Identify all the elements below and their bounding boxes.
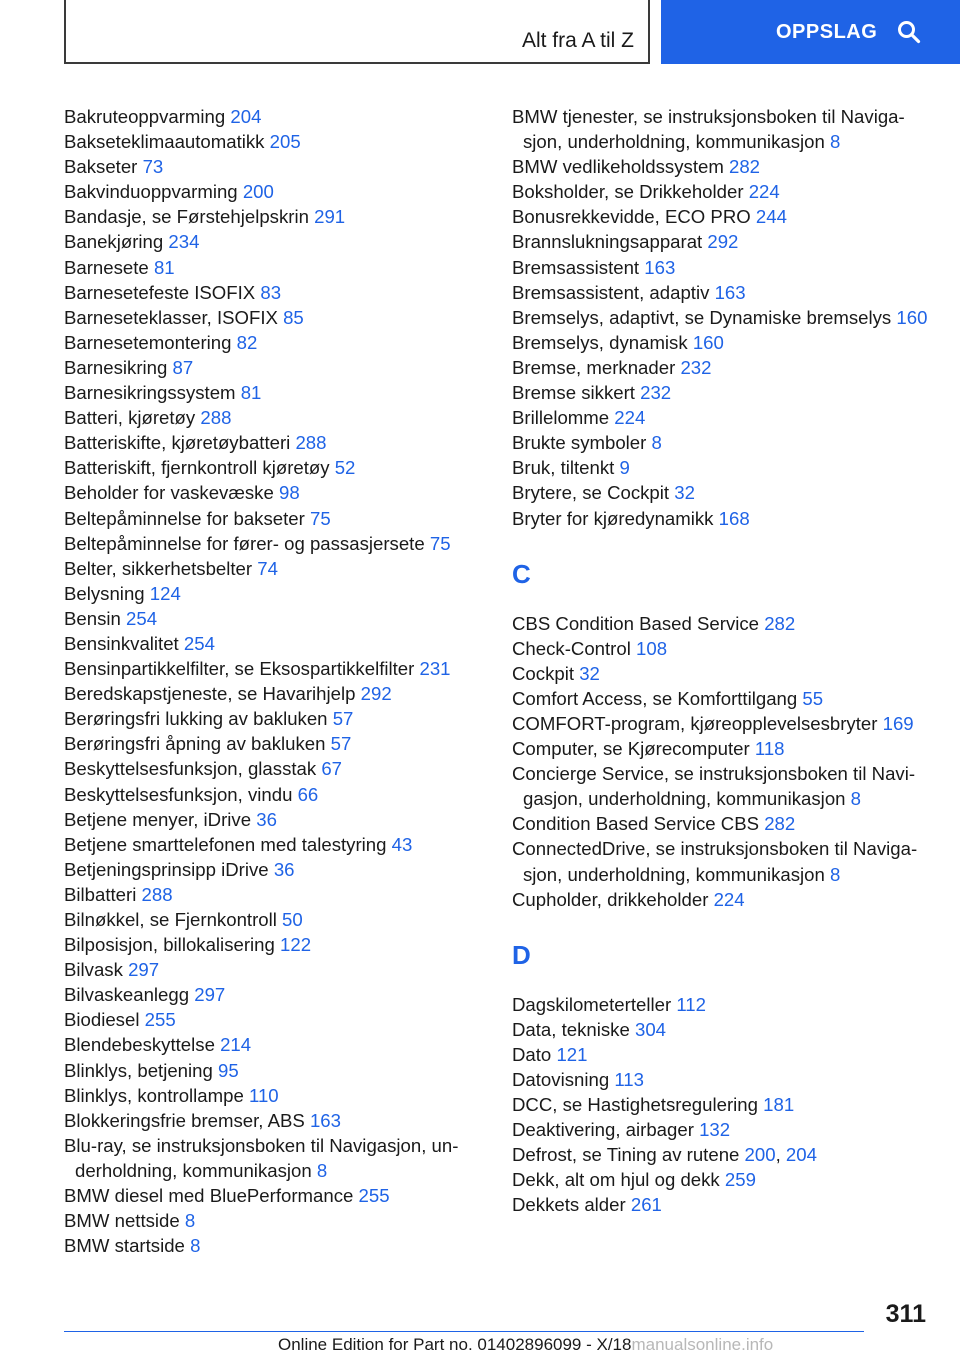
letter-heading-c: C (512, 558, 531, 589)
page-link[interactable]: 160 (896, 306, 928, 328)
page-link[interactable]: 200 (242, 181, 274, 203)
index-entry (64, 229, 484, 254)
index-entry (64, 982, 484, 1007)
index-entry (64, 179, 484, 204)
index-entry (512, 1167, 932, 1192)
page-link[interactable]: 205 (269, 131, 301, 153)
index-entry (512, 380, 932, 405)
page-link[interactable]: 231 (419, 658, 451, 680)
entry-term: BMW diesel med BluePerformance (64, 1185, 354, 1207)
entry-term: Blu-ray, se instruksjonsboken til Navigasjon, underholdning, kommunikasjon (64, 1134, 459, 1181)
page-link[interactable]: 163 (309, 1109, 341, 1131)
page-link[interactable]: 55 (802, 687, 824, 709)
entry-term: COMFORT-program, kjøreopplevelsesbryter (512, 712, 878, 734)
page-link[interactable]: 181 (763, 1094, 795, 1116)
index-entry (512, 1042, 932, 1067)
entry-term: Bremselys, adaptivt, se Dynamiske bremselys (512, 306, 892, 328)
index-entry (512, 430, 932, 455)
page-link[interactable]: 160 (692, 331, 724, 353)
page-link[interactable]: 121 (556, 1043, 588, 1065)
page-link[interactable]: 224 (614, 407, 646, 429)
entry-term: BMW startside (64, 1235, 185, 1257)
index-entry (64, 531, 484, 556)
index-entry (64, 756, 484, 781)
entry-term: Concierge Service, se instruksjonsboken til Navigasjon, underholdning, kommunikasjon (512, 763, 916, 810)
page-link[interactable]: 204 (230, 106, 262, 127)
entry-term: Computer, se Kjørecomputer (512, 738, 750, 760)
index-entry (512, 761, 932, 811)
page-link[interactable]: 254 (126, 607, 158, 629)
entry-term: Bilbatteri (64, 883, 137, 905)
entry-term: Bonusrekkevidde, ECO PRO (512, 206, 751, 228)
entry-term: Dagskilometerteller (512, 993, 672, 1015)
entry-term: Condition Based Service CBS (512, 813, 760, 835)
index-group-d (512, 992, 932, 1218)
entry-term: Blendebeskyttelse (64, 1034, 215, 1056)
index-entry (512, 229, 932, 254)
entry-term: Barnesikring (64, 356, 168, 378)
page-link[interactable]: 259 (724, 1169, 756, 1191)
search-icon (897, 20, 921, 44)
page-link[interactable]: 297 (128, 959, 160, 981)
index-entry (64, 882, 484, 907)
entry-term: Cockpit (512, 662, 575, 684)
entry-term: Defrost, se Tining av rutene (512, 1144, 740, 1166)
page-link[interactable]: 118 (754, 738, 785, 760)
watermark-text: manualsonline.info (631, 1335, 774, 1354)
index-entry (64, 480, 484, 505)
page-link[interactable]: 36 (273, 858, 295, 880)
entry-term: Bensin (64, 607, 121, 629)
index-entry (64, 104, 484, 129)
index-entry (64, 832, 484, 857)
page-link[interactable]: 74 (257, 557, 278, 579)
page-link[interactable]: 288 (295, 432, 327, 454)
index-entry (512, 836, 932, 886)
index-entry (64, 1233, 484, 1258)
entry-term: Bensinpartikkelfilter, se Eksospartikkelfilter (64, 658, 415, 680)
entry-term: Belter, sikkerhetsbelter (64, 557, 253, 579)
entry-term: Bandasje, se Førstehjelpskrin (64, 206, 309, 228)
entry-term: Bilvaskeanlegg (64, 984, 190, 1006)
page-link[interactable]: 163 (644, 256, 676, 278)
index-entry (64, 706, 484, 731)
entry-term: Dekk, alt om hjul og dekk (512, 1169, 720, 1191)
page-link[interactable]: 43 (391, 833, 413, 855)
entry-term: Brillelomme (512, 407, 610, 429)
page-link[interactable]: 288 (141, 883, 173, 905)
entry-term: Comfort Access, se Komforttilgang (512, 687, 798, 709)
entry-term: Biodiesel (64, 1009, 140, 1031)
index-entry (64, 355, 484, 380)
entry-term: Brytere, se Cockpit (512, 482, 670, 504)
page-link[interactable]: 82 (236, 331, 258, 353)
page-link[interactable]: 244 (755, 206, 787, 228)
entry-term: Cupholder, drikkeholder (512, 888, 709, 910)
entry-term: Boksholder, se Drikkeholder (512, 181, 744, 203)
entry-term: Beskyttelsesfunksjon, glasstak (64, 758, 317, 780)
index-entry (64, 204, 484, 229)
entry-term: Betjene menyer, iDrive (64, 808, 252, 830)
index-entry (64, 280, 484, 305)
index-entry (64, 907, 484, 932)
letter-heading-d: D (512, 939, 531, 970)
page-link[interactable]: 50 (282, 909, 303, 930)
index-entry (64, 1183, 484, 1208)
index-entry (512, 179, 932, 204)
index-entry (512, 992, 932, 1017)
entry-term: Beltepåminnelse for fører- og passasjersete (64, 532, 425, 554)
entry-term: Dato (512, 1043, 552, 1065)
index-entry (64, 1083, 484, 1108)
index-entry (512, 636, 932, 661)
index-entry (512, 154, 932, 179)
entry-term: Bakseter (64, 156, 138, 178)
page-link[interactable]: 8 (316, 1159, 328, 1181)
index-entry (512, 1067, 932, 1092)
header-bar (64, 0, 650, 64)
page-link[interactable]: 291 (314, 206, 346, 228)
index-entry (64, 957, 484, 982)
entry-term: Data, tekniske (512, 1018, 630, 1040)
entry-term: Batteriskifte, kjøretøybatteri (64, 432, 291, 454)
entry-term: Bakruteoppvarming (64, 106, 226, 127)
index-column-right (512, 104, 932, 1218)
page-link[interactable]: 95 (218, 1059, 239, 1081)
index-entry (64, 129, 484, 154)
page-link[interactable]: 113 (614, 1069, 644, 1090)
index-entry (64, 1058, 484, 1083)
page-link[interactable]: 122 (280, 934, 312, 956)
index-entry (64, 807, 484, 832)
index-entry (64, 681, 484, 706)
entry-term: Blinklys, betjening (64, 1059, 213, 1081)
page-link[interactable]: 36 (256, 808, 277, 830)
entry-term: Bakvinduoppvarming (64, 181, 238, 203)
page-link[interactable]: 81 (153, 256, 175, 278)
page-link[interactable]: 110 (248, 1084, 279, 1106)
entry-term: Barnesetefeste ISOFIX (64, 281, 256, 303)
index-entry (512, 104, 932, 154)
entry-term: Bremse, merknader (512, 356, 676, 378)
index-entry (64, 506, 484, 531)
index-group-b (512, 104, 932, 531)
page-link[interactable]: 98 (278, 482, 300, 504)
entry-term: Bakseteklimaautomatikk (64, 131, 265, 153)
index-entry (64, 1108, 484, 1133)
entry-term: Berøringsfri åpning av bakluken (64, 733, 326, 755)
page-link[interactable]: 288 (200, 407, 232, 429)
index-entry (512, 280, 932, 305)
entry-term: Betjene smarttelefonen med talestyring (64, 833, 387, 855)
entry-term: Check-Control (512, 637, 631, 659)
entry-term: Dekkets alder (512, 1194, 626, 1216)
page-link[interactable]: 8 (651, 432, 662, 454)
entry-term: Bremselys, dynamisk (512, 331, 688, 353)
index-entry (64, 330, 484, 355)
page-link[interactable]: 83 (260, 281, 282, 303)
page-link[interactable]: 8 (829, 863, 841, 885)
entry-term: BMW vedlikeholdssystem (512, 156, 724, 178)
entry-term: Berøringsfri lukking av bakluken (64, 708, 328, 730)
entry-term: Barnesikringssystem (64, 382, 236, 404)
index-entry (64, 631, 484, 656)
index-entry (64, 857, 484, 882)
entry-term: Blinklys, kontrollampe (64, 1084, 244, 1106)
page-link[interactable]: 234 (168, 231, 200, 253)
index-entry (64, 1032, 484, 1057)
page-link[interactable]: 214 (220, 1034, 252, 1056)
page-link[interactable]: 163 (714, 281, 746, 303)
page-link[interactable]: 297 (194, 984, 226, 1006)
entry-term: ConnectedDrive, se instruksjonsboken til Navigasjon, underholdning, kommunikasjon (512, 838, 918, 885)
page-link[interactable]: 255 (358, 1185, 390, 1207)
entry-term: Barneseteklasser, ISOFIX (64, 306, 278, 328)
entry-term: DCC, se Hastighetsregulering (512, 1094, 758, 1116)
page-link[interactable]: 8 (829, 131, 841, 153)
entry-term: Deaktivering, airbager (512, 1119, 694, 1141)
index-entry (512, 711, 932, 736)
section-title: Alt fra A til Z (521, 29, 634, 52)
page-link[interactable]: 261 (630, 1194, 662, 1216)
entry-term: Bilposisjon, billokalisering (64, 934, 275, 956)
page-link[interactable]: 9 (619, 457, 630, 479)
entry-term: Batteri, kjøretøy (64, 407, 196, 429)
page-link[interactable]: 52 (334, 457, 356, 479)
page-link[interactable]: 282 (764, 813, 796, 835)
page-link[interactable]: 57 (330, 733, 352, 755)
index-entry (64, 782, 484, 807)
entry-term: Bremsassistent (512, 256, 640, 278)
index-entry (512, 480, 932, 505)
index-entry (64, 154, 484, 179)
index-column-left (64, 104, 484, 1258)
entry-term: Beredskapstjeneste, se Havarihjelp (64, 683, 356, 705)
page-link[interactable]: 224 (748, 181, 780, 203)
index-entry (64, 656, 484, 681)
page-link[interactable]: 224 (713, 888, 745, 910)
index-entry (64, 731, 484, 756)
page-link[interactable]: 282 (729, 156, 761, 178)
index-entry (64, 455, 484, 480)
index-entry (512, 811, 932, 836)
index-entry (64, 405, 484, 430)
page-link[interactable]: 8 (850, 788, 862, 810)
entry-term: Barnesete (64, 256, 149, 278)
footer-divider (64, 1331, 864, 1332)
entry-term: Datovisning (512, 1069, 610, 1090)
index-entry (512, 686, 932, 711)
entry-term: Barnesetemontering (64, 331, 232, 353)
page-number: 311 (885, 1300, 926, 1328)
page-link[interactable]: 57 (332, 708, 354, 730)
page-link[interactable]: 200 (744, 1144, 776, 1166)
index-entry (512, 355, 932, 380)
page-link[interactable]: 232 (680, 356, 712, 378)
page-link[interactable]: 66 (297, 783, 319, 805)
page-link[interactable]: 204 (785, 1144, 817, 1166)
page-link[interactable]: 8 (190, 1235, 201, 1257)
index-entry (512, 736, 932, 761)
index-entry (64, 305, 484, 330)
entry-term: CBS Condition Based Service (512, 612, 760, 634)
index-entry (512, 506, 932, 531)
entry-term: Banekjøring (64, 231, 164, 253)
page-link[interactable]: 75 (429, 532, 451, 554)
index-group-c (512, 611, 932, 912)
page-link[interactable]: 132 (699, 1119, 731, 1141)
index-entry (512, 1117, 932, 1142)
index-entry (512, 611, 932, 636)
page-link[interactable]: 304 (635, 1018, 667, 1040)
index-entry (64, 1208, 484, 1233)
footer-edition (278, 1335, 773, 1355)
page-link[interactable]: 169 (882, 712, 914, 734)
index-entry (512, 255, 932, 280)
page-link[interactable]: 8 (184, 1210, 196, 1232)
page-link[interactable]: 255 (144, 1009, 176, 1031)
page-link[interactable]: 85 (283, 306, 304, 328)
index-entry (64, 1007, 484, 1032)
page-link[interactable]: 292 (707, 231, 739, 253)
page-link[interactable]: 67 (321, 758, 343, 780)
entry-term: Bensinkvalitet (64, 632, 179, 654)
page-link[interactable]: 292 (360, 683, 392, 705)
entry-term: Belysning (64, 582, 145, 604)
edition-text: Online Edition for Part no. 01402896099 - X/18 (278, 1335, 632, 1354)
page-link[interactable]: 75 (310, 507, 331, 529)
entry-term: Beltepåminnelse for bakseter (64, 507, 305, 529)
page-link[interactable]: 87 (172, 356, 194, 378)
index-entry (512, 887, 932, 912)
index-entry (512, 1017, 932, 1042)
index-entry (64, 556, 484, 581)
lookup-button[interactable] (661, 0, 960, 64)
index-entry (512, 455, 932, 480)
entry-term: Bilvask (64, 959, 123, 981)
page-link[interactable]: 81 (240, 382, 262, 404)
index-entry (64, 1133, 484, 1183)
index-entry: Defrost, se Tining av rutene 200, 204 (512, 1144, 817, 1166)
index-entry (512, 661, 932, 686)
page-link[interactable]: 32 (674, 482, 695, 504)
entry-term: Bremsassistent, adaptiv (512, 281, 710, 303)
entry-term: Beskyttelsesfunksjon, vindu (64, 783, 293, 805)
page-link[interactable]: 282 (764, 612, 796, 634)
index-entry (512, 204, 932, 229)
page-link[interactable]: 232 (640, 382, 672, 404)
page-link[interactable]: 112 (676, 993, 706, 1015)
entry-term: Batteriskift, fjernkontroll kjøretøy (64, 457, 330, 479)
page-link[interactable]: 254 (183, 632, 215, 654)
index-entry (64, 606, 484, 631)
entry-term: Bilnøkkel, se Fjernkontroll (64, 909, 277, 930)
index-entry (512, 305, 932, 330)
page-link[interactable]: 73 (142, 156, 164, 178)
entry-term: Brukte symboler (512, 432, 647, 454)
entry-term: BMW nettside (64, 1210, 180, 1232)
index-entry (512, 1192, 932, 1217)
page-link[interactable]: 124 (149, 582, 181, 604)
page-link[interactable]: 32 (579, 662, 600, 684)
entry-term: Bryter for kjøredynamikk (512, 507, 714, 529)
page-link[interactable]: 108 (636, 637, 668, 659)
entry-term: Blokkeringsfrie bremser, ABS (64, 1109, 305, 1131)
entry-term: Beholder for vaskevæske (64, 482, 274, 504)
index-entry (64, 932, 484, 957)
page-link[interactable]: 168 (718, 507, 750, 529)
entry-term: Bruk, tiltenkt (512, 457, 615, 479)
index-entry (64, 581, 484, 606)
index-entry (512, 405, 932, 430)
entry-term: Bremse sikkert (512, 382, 635, 404)
entry-term: Betjeningsprinsipp iDrive (64, 858, 269, 880)
index-entry (64, 430, 484, 455)
entry-term: Brannslukningsapparat (512, 231, 703, 253)
index-entry (64, 380, 484, 405)
index-entry (512, 1092, 932, 1117)
index-entry (64, 255, 484, 280)
entry-term: BMW tjenester, se instruksjonsboken til Navigasjon, underholdning, kommunikasjon (512, 106, 905, 153)
lookup-label: OPPSLAG (776, 20, 878, 43)
index-entry (512, 330, 932, 355)
